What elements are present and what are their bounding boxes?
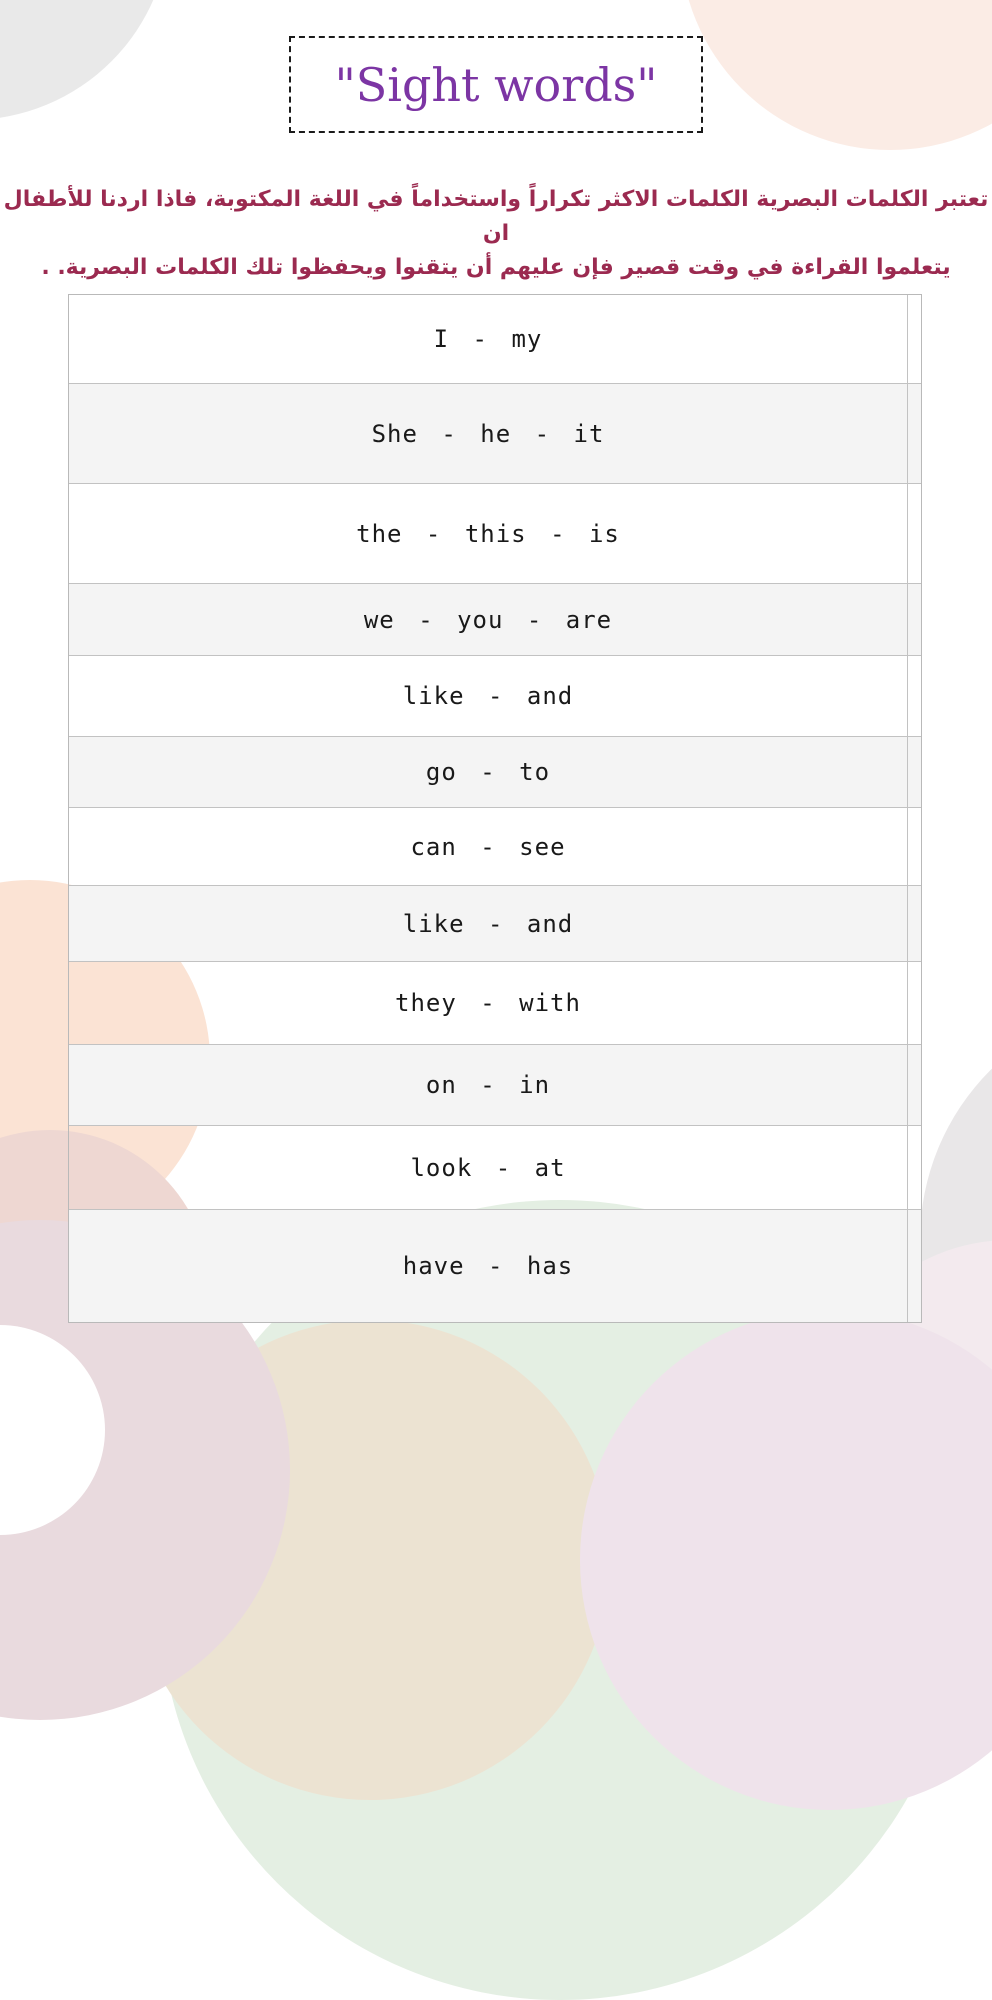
table-side-column-cell — [907, 808, 921, 885]
table-side-column-cell — [907, 484, 921, 583]
table-side-column-cell — [907, 886, 921, 961]
word-pair-label: have - has — [402, 1252, 574, 1280]
table-row — [69, 484, 921, 584]
word-pair-label: She - he - it — [371, 419, 605, 448]
table-row — [69, 384, 921, 484]
page-title: "Sight words" — [334, 57, 658, 112]
table-row — [69, 1045, 921, 1126]
table-side-column-cell — [907, 656, 921, 736]
word-pair-label: we - you - are — [363, 605, 613, 634]
table-row — [69, 886, 921, 962]
table-row — [69, 1126, 921, 1210]
table-row — [69, 295, 921, 384]
table-side-column-cell — [907, 1045, 921, 1125]
intro-line-2: يتعلموا القراءة في وقت قصير فإن عليهم أن يتقنوا ويحفظوا تلك الكلمات البصرية. . — [41, 255, 951, 280]
word-pair-label: can - see — [410, 832, 566, 861]
table-side-column-cell — [907, 384, 921, 483]
table-side-column-cell — [907, 1126, 921, 1209]
word-pair-label: the - this - is — [356, 519, 620, 548]
intro-line-1: تعتبر الكلمات البصرية الكلمات الاكثر تكراراً واستخداماً في اللغة المكتوبة، فاذا اردنا للأطفال ان — [3, 187, 989, 246]
table-side-column-cell — [907, 295, 921, 383]
word-pair-label: they - with — [395, 989, 581, 1017]
word-pair-label: go - to — [425, 758, 551, 786]
word-pair-label: like - and — [402, 909, 574, 938]
table-row — [69, 962, 921, 1045]
word-pair-label: I - my — [433, 325, 543, 353]
table-row — [69, 808, 921, 886]
word-pair-label: on - in — [425, 1071, 551, 1099]
word-pair-label: look - at — [410, 1153, 566, 1182]
table-row — [69, 656, 921, 737]
intro-arabic — [0, 183, 992, 285]
table-row — [69, 584, 921, 656]
table-row — [69, 737, 921, 808]
table-side-column-cell — [907, 1210, 921, 1322]
table-row — [69, 1210, 921, 1322]
word-pair-label: like - and — [402, 682, 574, 710]
title-box — [289, 36, 703, 133]
table-side-column-cell — [907, 962, 921, 1044]
table-side-column-cell — [907, 737, 921, 807]
table-side-column-cell — [907, 584, 921, 655]
sight-words-table — [68, 294, 922, 1323]
